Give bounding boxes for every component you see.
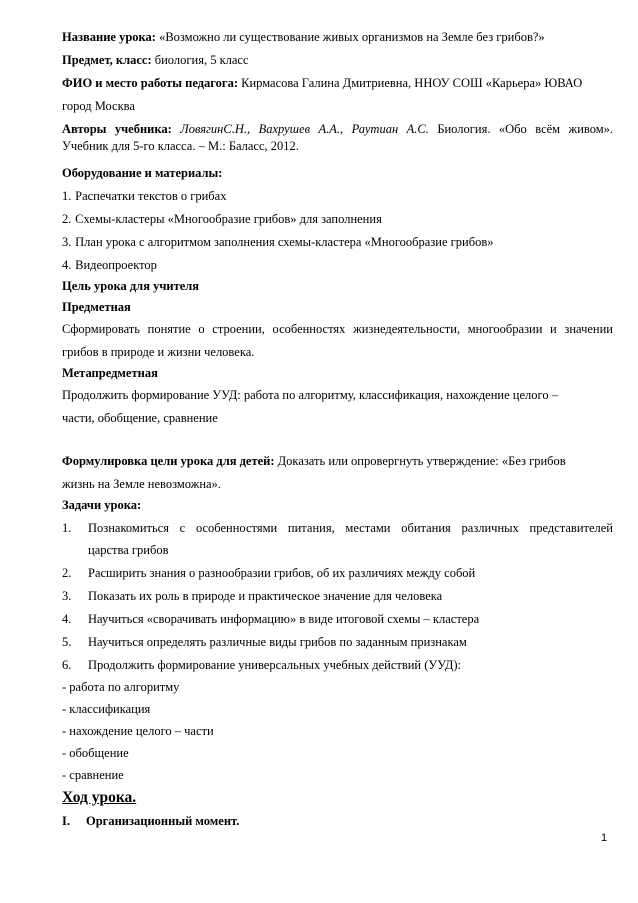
list-item: 5. Научиться определять различные виды грибов по заданным признакам [62,635,467,649]
authors-book: Биология. «Обо всём живом». [437,122,613,136]
authors-line-2: Учебник для 5-го класса. – М.: Баласс, 2012. [62,139,299,153]
subject-line [62,53,249,68]
children-goal-value: Доказать или опровергнуть утверждение: «Без грибов [277,454,566,468]
list-item: 4. Научиться «сворачивать информацию» в виде итоговой схемы – кластера [62,612,480,626]
list-item: 3. План урока с алгоритмом заполнения схемы-кластера «Многообразие грибов» [62,235,494,249]
list-item: 4. Видеопроектор [62,258,157,272]
tasks-heading: Задачи урока: [62,498,142,512]
dash-item: - нахождение целого – части [62,724,214,738]
dash-item: - обобщение [62,746,129,760]
list-item: 3. Показать их роль в природе и практическое значение для человека [62,589,443,603]
authors-line [62,122,613,137]
section-heading [62,814,239,829]
dash-item: - классификация [62,702,151,716]
subject-goal-text: Сформировать понятие о строении, особенностях жизнедеятельности, многообразии и значении [62,322,613,336]
children-goal-line [62,454,566,469]
list-item: 1. Познакомиться с особенностями питания, местами обитания различных представителей [62,521,613,535]
teacher-line [62,76,582,91]
lesson-flow-heading: Ход урока. [62,789,137,806]
equipment-heading: Оборудование и материалы: [62,166,223,180]
teacher-line-2: город Москва [62,99,135,113]
list-item: 2. Расширить знания о разнообразии грибов, об их различиях между собой [62,566,476,580]
teacher-label: ФИО и место работы педагога: [62,76,239,90]
children-goal-label: Формулировка цели урока для детей: [62,454,275,468]
page-number: 1 [601,832,608,844]
children-goal-line-2: жизнь на Земле невозможна». [62,477,221,491]
subject-label: Предмет, класс: [62,53,152,67]
subject-goal-heading: Предметная [62,300,131,314]
list-item-continued: царства грибов [88,543,169,557]
lesson-title-label: Название урока: [62,30,156,44]
meta-goal-text-2: части, обобщение, сравнение [62,411,218,425]
authors-names: ЛовягинС.Н., Вахрушев А.А., Раутиан А.С. [180,122,429,136]
dash-item: - сравнение [62,768,124,782]
list-item: 1. Распечатки текстов о грибах [62,189,227,203]
dash-item: - работа по алгоритму [62,680,180,694]
subject-value: биология, 5 класс [154,53,249,67]
teacher-value: Кирмасова Галина Дмитриевна, ННОУ СОШ «Карьера» ЮВАО [241,76,583,90]
lesson-title-line [62,30,545,45]
meta-goal-text: Продолжить формирование УУД: работа по алгоритму, классификация, нахождение целого – [62,388,558,402]
subject-goal-text-2: грибов в природе и жизни человека. [62,345,255,359]
section-title: Организационный момент. [86,814,240,828]
teacher-goal-heading: Цель урока для учителя [62,279,200,293]
meta-goal-heading: Метапредметная [62,366,158,380]
lesson-title-value: «Возможно ли существование живых организмов на Земле без грибов?» [159,30,545,44]
authors-label: Авторы учебника: [62,122,172,136]
section-number: I. [62,814,70,828]
list-item: 6. Продолжить формирование универсальных учебных действий (УУД): [62,658,462,672]
list-item: 2. Схемы-кластеры «Многообразие грибов» для заполнения [62,212,382,226]
